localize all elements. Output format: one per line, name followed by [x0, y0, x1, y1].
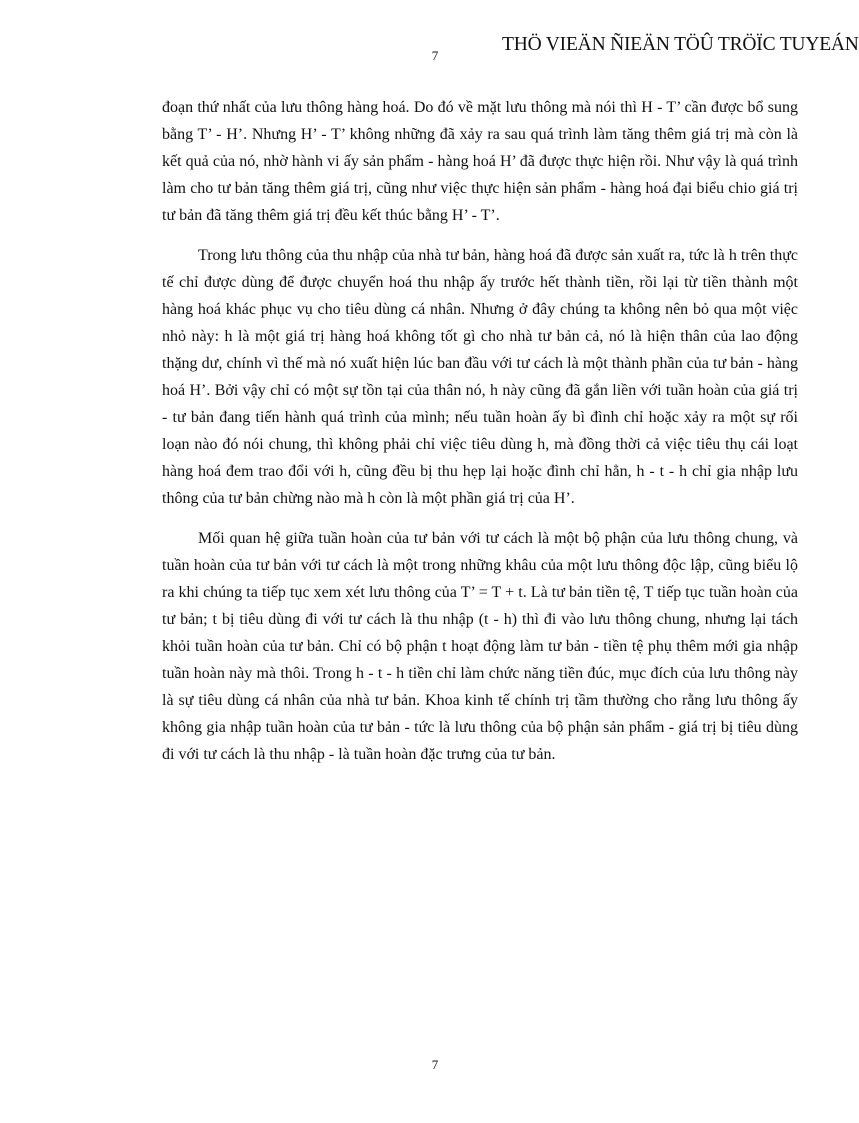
paragraph-2: Trong lưu thông của thu nhập của nhà tư bản, hàng hoá đã được sản xuất ra, tức là h trên thực tế chỉ được dùng để được chuyển hoá thu nhập ấy trước hết thành tiền, rồi lại từ tiền thành một hàng hoá khác phục vụ cho tiêu dùng cá nhân. Nhưng ở đây chúng ta không nên bỏ qua một việc nhỏ này: h là một giá trị hàng hoá không tốt gì cho nhà tư bản cả, nó là hiện thân của lao động thặng dư, chính vì thế mà nó xuất hiện lúc ban đầu với tư cách là một thành phần của tư bản - hàng hoá H’. Bởi vậy chỉ có một sự tồn tại của thân nó, h này cũng đã gắn liền với tuần hoàn của giá trị - tư bản đang tiến hành quá trình của mình; nếu tuần hoàn ấy bì đình chỉ hoặc xảy ra một sự rối loạn nào đó nói chung, thì không phải chỉ việc tiêu dùng h, mà đồng thời cả việc tiêu thụ cái loạt hàng hoá đem trao đổi với h, cũng đều bị thu hẹp lại hoặc đình chỉ hẳn, h - t - h chỉ gia nhập lưu thông của tư bản chừng nào mà h còn là một phần giá trị của H’. — [162, 247, 798, 507]
paragraph-1: đoạn thứ nhất của lưu thông hàng hoá. Do đó về mặt lưu thông mà nói thì H - T’ cần được bổ sung bằng T’ - H’. Nhưng H’ - T’ không những đã xảy ra sau quá trình làm tăng thêm giá trị mà còn là kết quả của nó, nhờ hành vi ấy sản phẩm - hàng hoá H’ đã được thực hiện rồi. Như vậy là quá trình làm cho tư bản tăng thêm giá trị, cũng như việc thực hiện sản phẩm - hàng hoá đại biểu chio giá trị tư bản đã tăng thêm giá trị đều kết thúc bằng H’ - T’. — [162, 99, 798, 224]
header-page-number: 7 — [431, 48, 439, 63]
paragraph-3: Mối quan hệ giữa tuần hoàn của tư bản với tư cách là một bộ phận của lưu thông chung, và tuần hoàn của tư bản với tư cách là một trong những khâu của một lưu thông độc lập, cũng biểu lộ ra khi chúng ta tiếp tục xem xét lưu thông của T’ = T + t. Là tư bản tiền tệ, T tiếp tục tuần hoàn của tư bản; t bị tiêu dùng đi với tư cách là thu nhập (t - h) thì đi vào lưu thông chung, nhưng lại tách khỏi tuần hoàn của tư bản. Chỉ có bộ phận t hoạt động làm tư bản - tiền tệ phụ thêm mới gia nhập tuần hoàn này mà thôi. Trong h - t - h tiền chỉ làm chức năng tiền đúc, mục đích của lưu thông này là sự tiêu dùng cá nhân của nhà tư bản. Khoa kinh tế chính trị tầm thường cho rằng lưu thông ấy không gia nhập tuần hoàn của tư bản - tức là lưu thông của bộ phận sản phẩm - giá trị bị tiêu dùng đi với tư cách là thu nhập - là tuần hoàn đặc trưng của tư bản. — [162, 530, 798, 763]
header-banner: THÖ VIEÄN ÑIEÄN TÖÛ TRÖÏC TUYEÁN — [502, 34, 859, 55]
document-body — [162, 94, 798, 768]
footer-page-number: 7 — [431, 1057, 439, 1072]
